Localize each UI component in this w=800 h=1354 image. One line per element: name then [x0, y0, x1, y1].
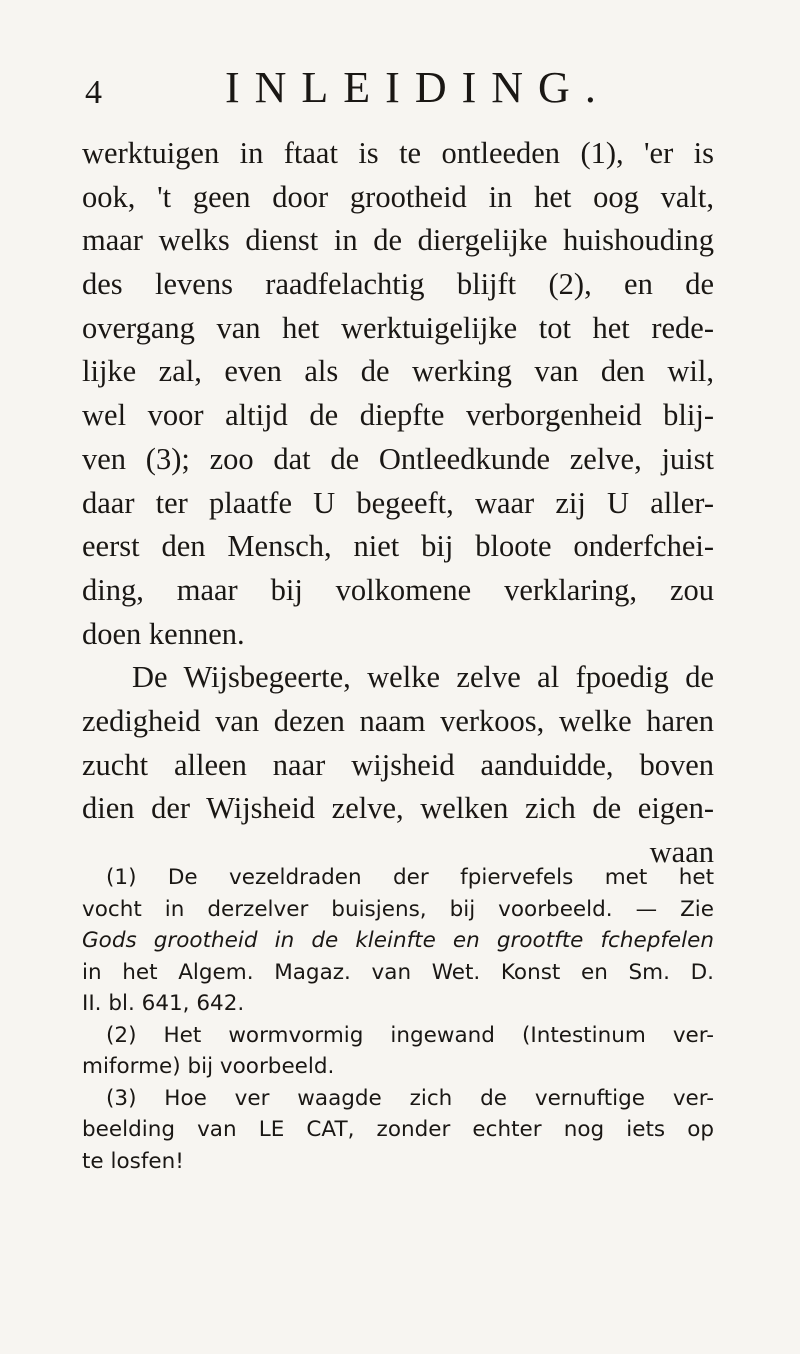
footnotes	[82, 862, 714, 1177]
footnote-line: II. bl. 641, 642.	[82, 991, 245, 1016]
footnote-line: beelding van LE CAT, zonder echter nog iets op	[82, 1117, 714, 1142]
footnote-line: (1) De vezeldraden der fpiervefels met het	[106, 865, 714, 890]
body-line: zucht alleen naar wijsheid aanduidde, boven	[82, 747, 714, 782]
footnote-line: Gods grootheid in de kleinfte en grootfte fchepfelen	[82, 928, 714, 953]
body-line: lijke zal, even als de werking van den wil,	[82, 354, 714, 389]
footnote-line: in het Algem. Magaz. van Wet. Konst en Sm. D.	[82, 959, 714, 985]
body-line: De Wijsbegeerte, welke zelve al fpoedig de	[132, 660, 714, 695]
body-line: des levens raadfelachtig blijft (2), en de	[82, 267, 714, 302]
body-text	[82, 132, 714, 875]
body-line: eerst den Mensch, niet bij bloote onderfchei-	[82, 529, 714, 564]
body-line: doen kennen.	[82, 616, 245, 651]
footnote-line: miforme) bij voorbeeld.	[82, 1054, 335, 1079]
body-line: ook, 't geen door grootheid in het oog valt,	[82, 179, 714, 214]
body-line: dien der Wijsheid zelve, welken zich de eigen-	[82, 791, 714, 826]
page-header	[85, 62, 685, 112]
running-title: INLEIDING.	[225, 63, 611, 112]
page-number: 4	[85, 74, 102, 111]
body-line: zedigheid van dezen naam verkoos, welke haren	[82, 703, 714, 738]
footnote-line: (2) Het wormvormig ingewand (Intestinum ver-	[106, 1022, 714, 1048]
body-line: ven (3); zoo dat de Ontleedkunde zelve, juist	[82, 441, 714, 476]
body-line: maar welks dienst in de diergelijke huishouding	[82, 223, 714, 258]
body-line: ding, maar bij volkomene verklaring, zou	[82, 572, 714, 607]
body-line: overgang van het werktuigelijke tot het rede-	[82, 310, 714, 345]
body-line: daar ter plaatfe U begeeft, waar zij U aller-	[82, 485, 714, 520]
footnote-line: vocht in derzelver buisjens, bij voorbeeld. — Zie	[82, 896, 714, 922]
body-line: werktuigen in ftaat is te ontleeden (1), 'er is	[82, 136, 714, 170]
footnote-line: (3) Hoe ver waagde zich de vernuftige ver-	[106, 1085, 714, 1111]
catchword: waan	[649, 835, 714, 869]
footnote-line: te losfen!	[82, 1148, 184, 1174]
body-line: wel voor altijd de diepfte verborgenheid blij-	[82, 398, 714, 433]
